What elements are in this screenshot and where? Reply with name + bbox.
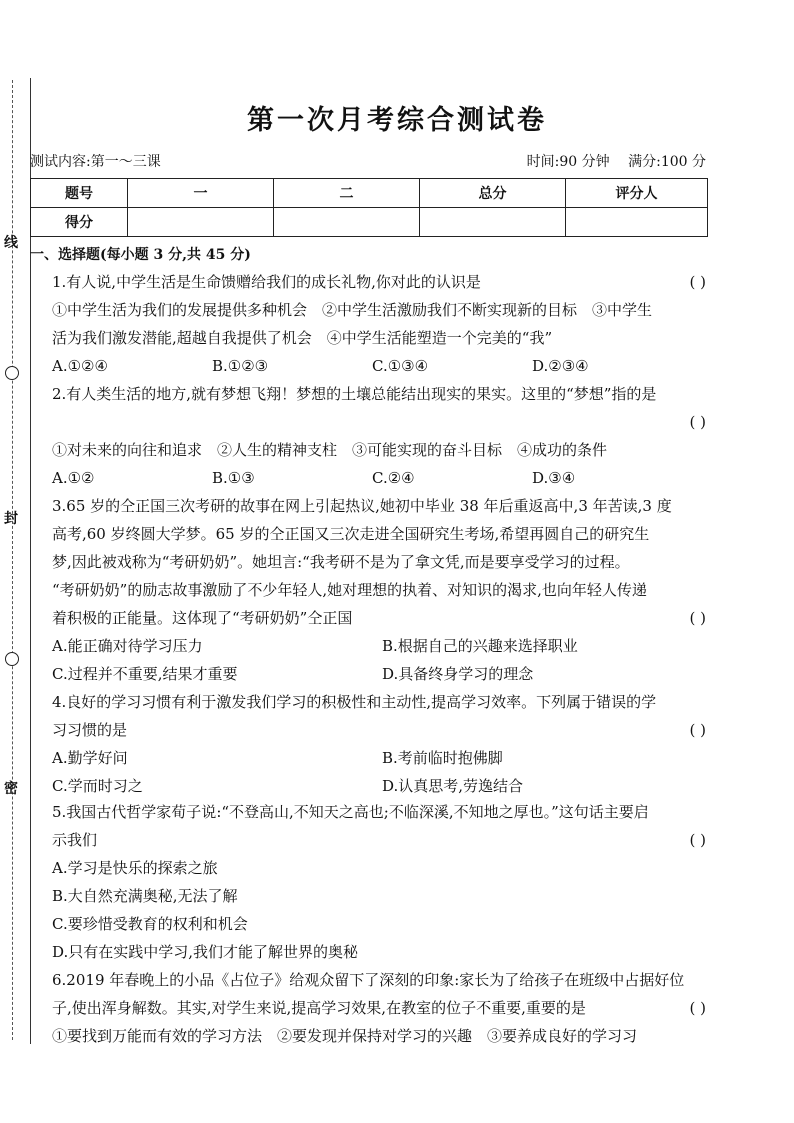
score-table-header-row [31,179,708,208]
answer-blank[interactable]: ( ) [689,609,706,627]
score-header-cell: 评分人 [566,179,708,208]
binding-label-mi: 密 [4,781,18,797]
option-a[interactable]: A.勤学好问 [52,749,128,767]
question-text: 6.2019 年春晚上的小品《占位子》给观众留下了深刻的印象:家长为了给孩子在班级中占据好位 [52,971,685,989]
score-header-cell: 二 [274,179,420,208]
full-score: 满分:100 分 [628,154,706,170]
answer-blank[interactable]: ( ) [689,999,706,1017]
question-text: ①对未来的向往和追求 ②人生的精神支柱 ③可能实现的奋斗目标 ④成功的条件 [52,441,608,459]
question-stem: 2.有人类生活的地方,就有梦想飞翔！梦想的土壤总能结出现实的果实。这里的“梦想”指的是 [52,385,657,403]
question-text: 高考,60 岁终圆大学梦。65 岁的仝正国又三次走进全国研究生考场,希望再圆自己的研究生 [52,525,650,543]
question-stem: 1.有人说,中学生活是生命馈赠给我们的成长礼物,你对此的认识是 [52,273,481,291]
question-text: “考研奶奶”的励志故事激励了不少年轻人,她对理想的执着、对知识的渴求,也向年轻人传递 [52,581,647,599]
score-cell[interactable] [566,208,708,237]
options [52,744,712,772]
option-c[interactable]: C.②④ [372,469,415,487]
option-c[interactable]: C.要珍惜受教育的权利和机会 [52,915,248,933]
question-2 [52,380,712,492]
option-b[interactable]: B.①③ [212,469,255,487]
option-d[interactable]: D.认真思考,劳逸结合 [382,777,524,795]
question-text: 3.65 岁的仝正国三次考研的故事在网上引起热议,她初中毕业 38 年后重返高中,3 年苦读,3 度 [52,497,672,515]
question-text: ①要找到万能而有效的学习方法 ②要发现并保持对学习的兴趣 ③要养成良好的学习习 [52,1027,638,1045]
option-d[interactable]: D.②③④ [532,357,589,375]
option-a[interactable]: A.①② [52,469,95,487]
exam-meta [513,151,706,171]
question-text: 活为我们激发潜能,超越自我提供了机会 ④中学生活能塑造一个完美的“我” [52,329,553,347]
question-text: 子,使出浑身解数。其实,对学生来说,提高学习效果,在教室的位子不重要,重要的是 [52,999,586,1017]
section-heading: 一、选择题(每小题 3 分,共 45 分) [30,247,251,263]
question-3 [52,492,712,688]
options [52,660,712,688]
options [52,352,712,380]
binding-hole [5,366,19,380]
test-content: 测试内容:第一～三课 [30,154,161,170]
binding-label-feng: 封 [4,511,18,527]
option-b[interactable]: B.考前临时抱佛脚 [382,749,503,767]
answer-blank[interactable]: ( ) [689,721,706,739]
answer-blank[interactable]: ( ) [689,413,706,431]
binding-label-xian: 线 [4,235,18,251]
score-cell[interactable] [420,208,566,237]
question-text: 4.良好的学习习惯有利于激发我们学习的积极性和主动性,提高学习效率。下列属于错误的学 [52,693,657,711]
question-6 [52,966,712,1050]
score-header-cell: 一 [128,179,274,208]
time-limit: 时间:90 分钟 [526,154,610,170]
question-text: 着积极的正能量。这体现了“考研奶奶”仝正国 [52,609,353,627]
option-b[interactable]: B.大自然充满奥秘,无法了解 [52,887,238,905]
option-d[interactable]: D.具备终身学习的理念 [382,665,534,683]
option-b[interactable]: B.①②③ [212,357,269,375]
answer-blank[interactable]: ( ) [689,831,706,849]
page-title: 第一次月考综合测试卷 [247,105,547,136]
answer-blank[interactable]: ( ) [689,273,706,291]
question-text: ①中学生活为我们的发展提供多种机会 ②中学生活激励我们不断实现新的目标 ③中学生 [52,301,653,319]
question-1 [52,268,712,380]
score-cell[interactable] [274,208,420,237]
question-text: 习习惯的是 [52,721,128,739]
score-row-label: 得分 [31,208,128,237]
option-c[interactable]: C.学而时习之 [52,777,143,795]
binding-hole [5,652,19,666]
question-text: 梦,因此被戏称为“考研奶奶”。她坦言:“我考研不是为了拿文凭,而是要享受学习的过程。 [52,553,630,571]
question-4 [52,688,712,800]
option-d[interactable]: D.③④ [532,469,576,487]
score-cell[interactable] [128,208,274,237]
options [52,772,712,800]
option-c[interactable]: C.①③④ [372,357,429,375]
question-5 [52,798,712,966]
options [52,464,712,492]
option-c[interactable]: C.过程并不重要,结果才重要 [52,665,238,683]
score-table-score-row [31,208,708,237]
option-a[interactable]: A.①②④ [52,357,108,375]
option-a[interactable]: A.能正确对待学习压力 [52,637,203,655]
question-text: 5.我国古代哲学家荀子说:“不登高山,不知天之高也;不临深溪,不知地之厚也。”这句话主要启 [52,803,649,821]
option-b[interactable]: B.根据自己的兴趣来选择职业 [382,637,578,655]
score-header-cell: 题号 [31,179,128,208]
binding-dashed-line [12,80,13,1040]
score-header-cell: 总分 [420,179,566,208]
option-a[interactable]: A.学习是快乐的探索之旅 [52,859,218,877]
options [52,632,712,660]
question-text: 示我们 [52,831,98,849]
option-d[interactable]: D.只有在实践中学习,我们才能了解世界的奥秘 [52,943,359,961]
score-table [30,178,708,237]
